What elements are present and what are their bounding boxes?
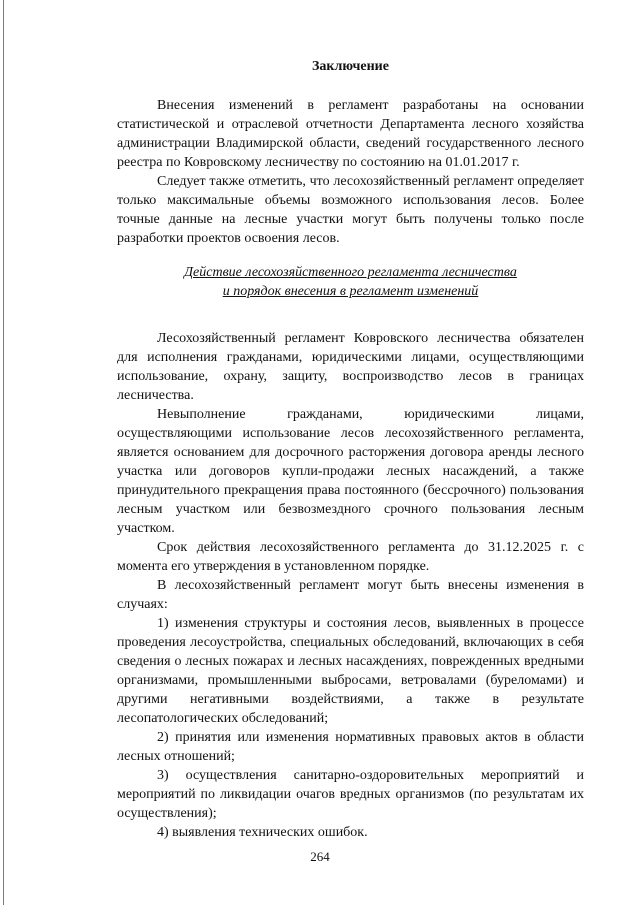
- subheading-line-2: и порядок внесения в регламент изменений: [222, 284, 479, 299]
- section-subheading: [117, 263, 584, 301]
- page-title: Заключение: [312, 59, 389, 74]
- body-paragraph-2: Невыполнение гражданами, юридическими лицами, осуществляющими использование лесов лесохозяйственного регламента, является основанием для досрочного расторжения договора аренды лесного участка или договоров купли-продажи лесных насаждений, а также принудительного прекращения права постоянного (бессрочного) пользования лесным участком или безвозмездного срочного пользования лесным участком.: [117, 407, 584, 536]
- list-item-2: 2) принятия или изменения нормативных правовых актов в области лесных отношений;: [117, 730, 584, 764]
- intro-paragraph-1: Внесения изменений в регламент разработаны на основании статистической и отраслевой отчетности Департамента лесного хозяйства администрации Владимирской области, сведений государственного лесного реестра по Ковровскому лесничеству по состоянию на 01.01.2017 г.: [117, 98, 584, 170]
- list-item-1: 1) изменения структуры и состояния лесов, выявленных в процессе проведения лесоустройства, специальных обследований, включающих в себя сведения о лесных пожарах и лесных насаждениях, поврежденных вредными организмами, промышленными выбросами, ветровалами (буреломами) и другими негативными воздействиями, а также в результате лесопатологических обследований;: [117, 616, 584, 726]
- page-edge-line: [3, 0, 4, 905]
- body-paragraph-3: Срок действия лесохозяйственного регламента до 31.12.2025 г. с момента его утверждения в установленном порядке.: [117, 540, 584, 574]
- list-item-3: 3) осуществления санитарно-оздоровительных мероприятий и мероприятий по ликвидации очагов вредных организмов (по результатам их осуществления);: [117, 768, 584, 821]
- list-item-4: 4) выявления технических ошибок.: [157, 825, 368, 840]
- intro-paragraph-2: Следует также отметить, что лесохозяйственный регламент определяет только максимальные объемы возможного использования лесов. Более точные данные на лесные участки могут быть получены только после разработки проектов освоения лесов.: [117, 174, 584, 246]
- page-number: 264: [310, 849, 330, 864]
- body-paragraph-4: В лесохозяйственный регламент могут быть внесены изменения в случаях:: [117, 578, 584, 612]
- body-paragraph-1: Лесохозяйственный регламент Ковровского лесничества обязателен для исполнения гражданами, юридическими лицами, осуществляющими использование, охрану, защиту, воспроизводство лесов в границах лесничества.: [117, 331, 584, 403]
- document-body: [117, 58, 584, 842]
- subheading-line-1: Действие лесохозяйственного регламента лесничества: [184, 265, 517, 280]
